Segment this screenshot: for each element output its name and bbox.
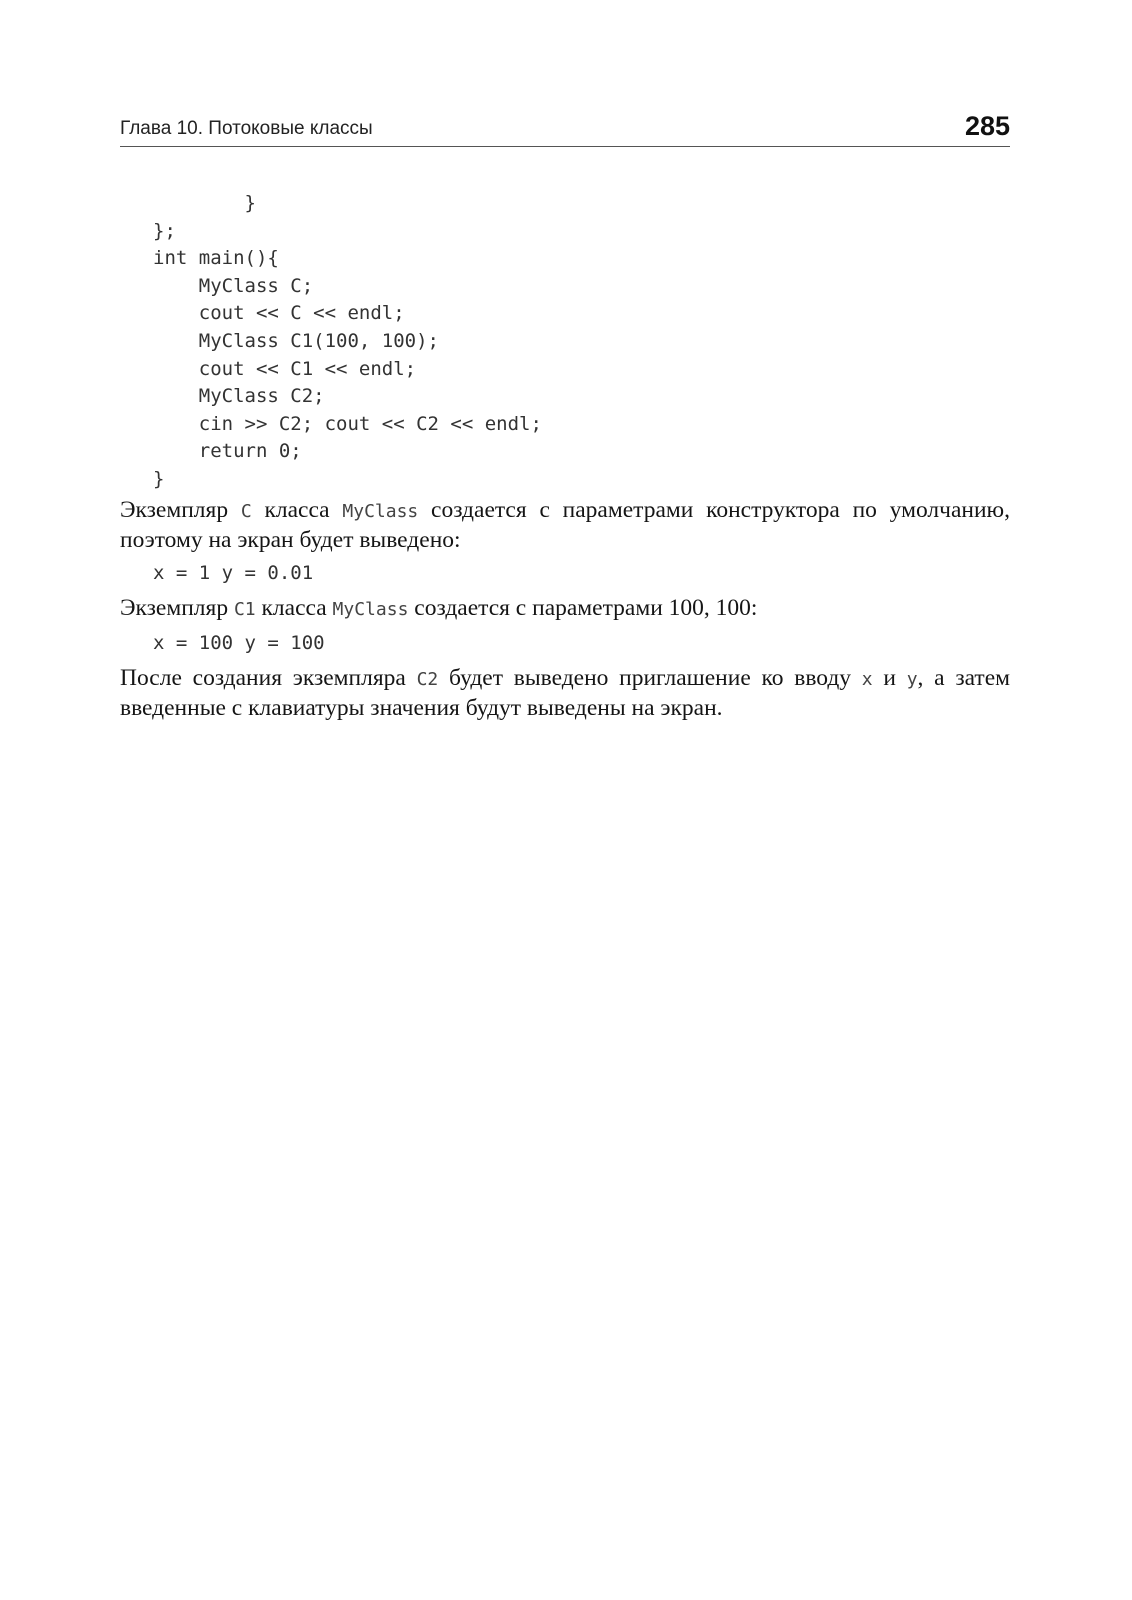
text-run: и (872, 665, 907, 691)
paragraph-instance-c (120, 496, 1010, 555)
inline-code: C1 (233, 599, 256, 620)
code-line: MyClass C; (153, 274, 314, 297)
code-line: MyClass C2; (153, 385, 325, 408)
inline-code: C (240, 501, 252, 522)
code-line: cout << C1 << endl; (153, 357, 417, 380)
text-run: Экземпляр (120, 497, 241, 523)
running-head: Глава 10. Потоковые классы (120, 118, 373, 139)
output-example-1: x = 1 y = 0.01 (153, 562, 314, 584)
paragraph-instance-c1 (120, 594, 1010, 624)
output-example-2: x = 100 y = 100 (153, 632, 325, 654)
text-run: , а затем введенные с клавиатуры значения будут выведены на экран. (120, 665, 1010, 721)
code-line: return 0; (153, 440, 302, 463)
code-line: } (153, 192, 256, 214)
text-run: класса (251, 497, 343, 523)
code-line: MyClass C1(100, 100); (153, 329, 439, 352)
text-run: класса (255, 595, 333, 621)
page-header (120, 110, 1010, 147)
code-line: int main(){ (153, 247, 279, 270)
inline-code: x (861, 669, 873, 690)
inline-code: y (906, 669, 918, 690)
code-listing (153, 190, 542, 494)
text-run: создается с параметрами конструктора по умолчанию, поэтому на экран будет выведено: (120, 497, 1010, 553)
text-run: будет выведено приглашение ко вводу (438, 665, 862, 691)
page-number: 285 (964, 111, 1010, 141)
paragraph-instance-c2 (120, 664, 1010, 723)
inline-code: C2 (416, 669, 439, 690)
text-run: После создания экземпляра (120, 665, 417, 691)
text-run: Экземпляр (120, 595, 234, 621)
inline-code: MyClass (342, 501, 419, 522)
code-line: cin >> C2; cout << C2 << endl; (153, 412, 542, 435)
text-run: создается с параметрами 100, 100: (408, 595, 758, 621)
code-line: cout << C << endl; (153, 302, 405, 325)
inline-code: MyClass (332, 599, 409, 620)
code-line: }; (153, 219, 176, 242)
code-line: } (153, 467, 165, 490)
